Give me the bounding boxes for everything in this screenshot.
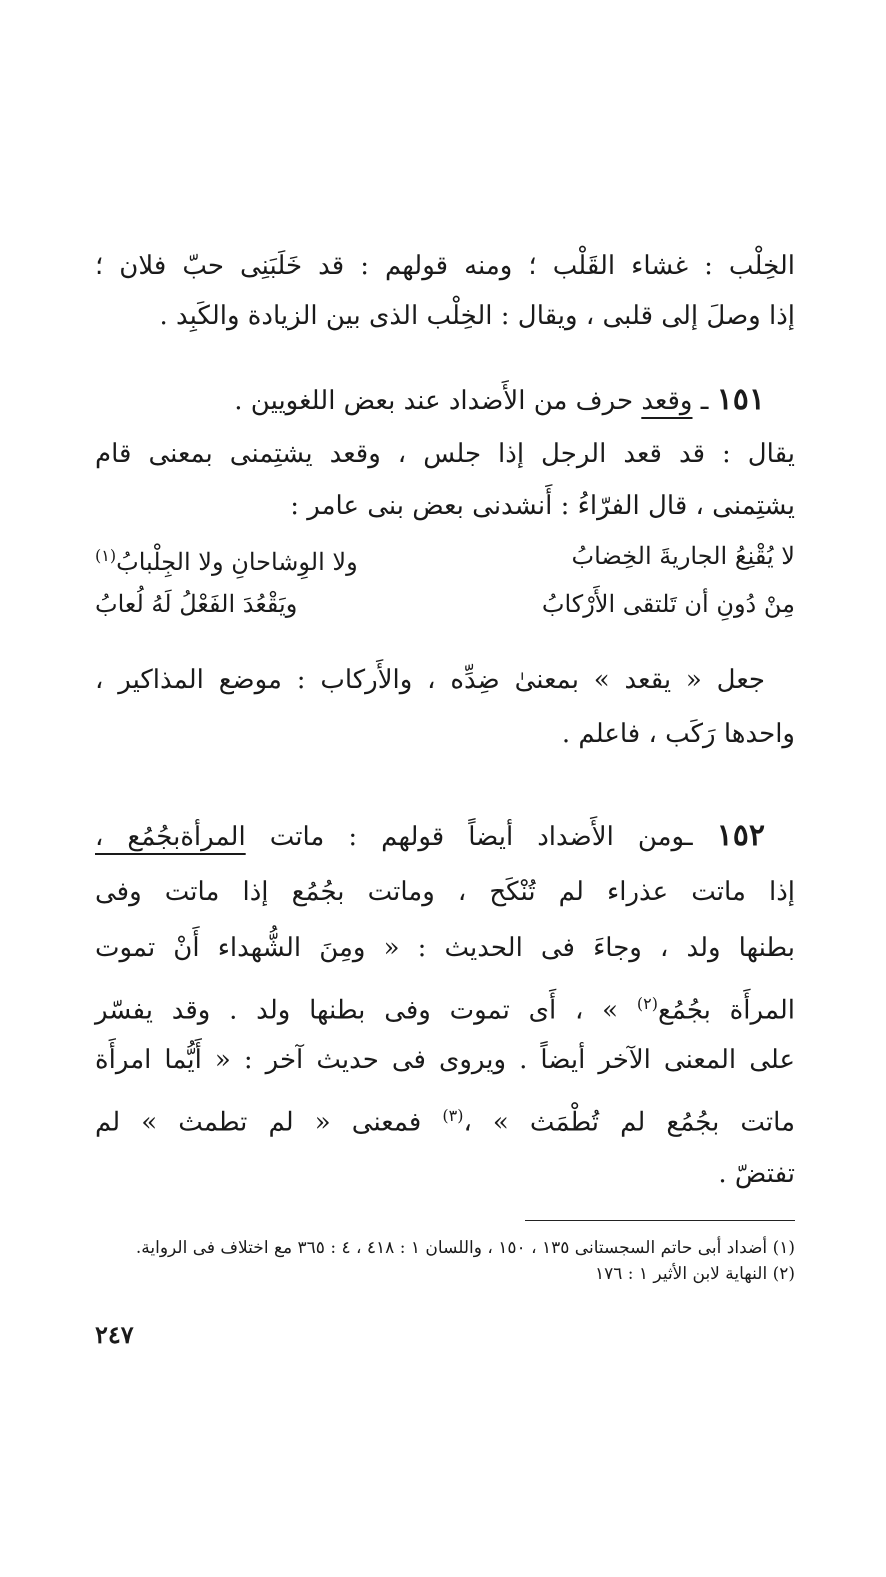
entry-number: ١٥٢ bbox=[716, 818, 765, 853]
entry-heading-152 bbox=[95, 814, 765, 859]
verse-hemistich: ولا الوِشاحانِ ولا الجِلْبابُ$^{(١)}$ bbox=[95, 546, 358, 576]
text-line: بطنها ولد ، وجاءَ فى الحديث : « ومِنَ الشُّهداء أَنْ تموت bbox=[95, 933, 795, 963]
entry-text: ومن الأَضداد أيضاً قولهم : ماتت bbox=[245, 822, 685, 852]
verse-hemistich: مِنْ دُونِ أن تَلتقى الأَرْكابُ bbox=[541, 590, 795, 618]
text-line: تفتضّ . bbox=[718, 1159, 795, 1189]
text-line: المرأَة بجُمُع$^{(٢)}$ » ، أَى تموت وفى بطنها ولد . وقد يفسّر bbox=[95, 994, 795, 1026]
entry-keyword: المرأةبجُمُع ، bbox=[95, 822, 246, 852]
footnote-ref: (١) bbox=[95, 546, 117, 565]
verse-hemistich: ويَقْعُدَ الفَعْلُ لَهُ لُعابُ bbox=[95, 590, 298, 618]
verse-line bbox=[95, 582, 795, 626]
entry-keyword: وقعد bbox=[641, 386, 693, 416]
entry-dash: ـ bbox=[692, 386, 717, 416]
entry-number: ١٥١ bbox=[716, 382, 765, 417]
entry-text: حرف من الأَضداد عند بعض اللغويين . bbox=[234, 386, 642, 416]
text-line: يقال : قد قعد الرجل إذا جلس ، وقعد يشتِمنى بمعنى قام bbox=[95, 439, 795, 469]
entry-dash: ـ bbox=[684, 822, 717, 852]
text-line: ماتت بجُمُع لم تُطْمَث » ،$^{(٣)}$ فمعنى « لم تطمث » لم bbox=[95, 1106, 796, 1138]
footnote: (٢) النهاية لابن الأثير ١ : ١٧٦ bbox=[594, 1264, 795, 1284]
footnote-ref: (٢) bbox=[636, 994, 658, 1013]
verse-hemistich: لا يُقْنِعُ الجاريةَ الخِضابُ bbox=[571, 542, 795, 570]
verse-line bbox=[95, 534, 795, 578]
text-line: واحدها رَكَب ، فاعلم . bbox=[561, 719, 795, 749]
text-line: يشتِمنى ، قال الفرّاءُ : أَنشدنى بعض بنى عامر : bbox=[290, 491, 795, 521]
entry-heading-151 bbox=[95, 378, 765, 423]
text-line: على المعنى الآخر أيضاً . ويروى فى حديث آخر : « أَيُّما امرأَة bbox=[95, 1045, 795, 1075]
footnote-divider bbox=[525, 1220, 795, 1221]
footnote-ref: (٣) bbox=[442, 1106, 464, 1125]
text-line: الخِلْب : غشاء القَلْب ؛ ومنه قولهم : قد خَلَبَنِى حبّ فلان ؛ bbox=[95, 251, 795, 281]
text-line: إذا وصلَ إلى قلبى ، ويقال : الخِلْب الذى بين الزيادة والكَبِد . bbox=[159, 301, 795, 331]
text-line: جعل « يقعد » بمعنىٰ ضِدِّه ، والأَركاب : موضع المذاكير ، bbox=[95, 665, 765, 695]
text-line: إذا ماتت عذراء لم تُنْكَح ، وماتت بجُمُع إذا ماتت وفى bbox=[95, 877, 795, 907]
footnote: (١) أضداد أبى حاتم السجستانى ١٣٥ ، ١٥٠ ، واللسان ١ : ٤١٨ ، ٤ : ٣٦٥ مع اختلاف فى الرواية. bbox=[135, 1238, 795, 1258]
page-number: ٢٤٧ bbox=[95, 1320, 134, 1349]
